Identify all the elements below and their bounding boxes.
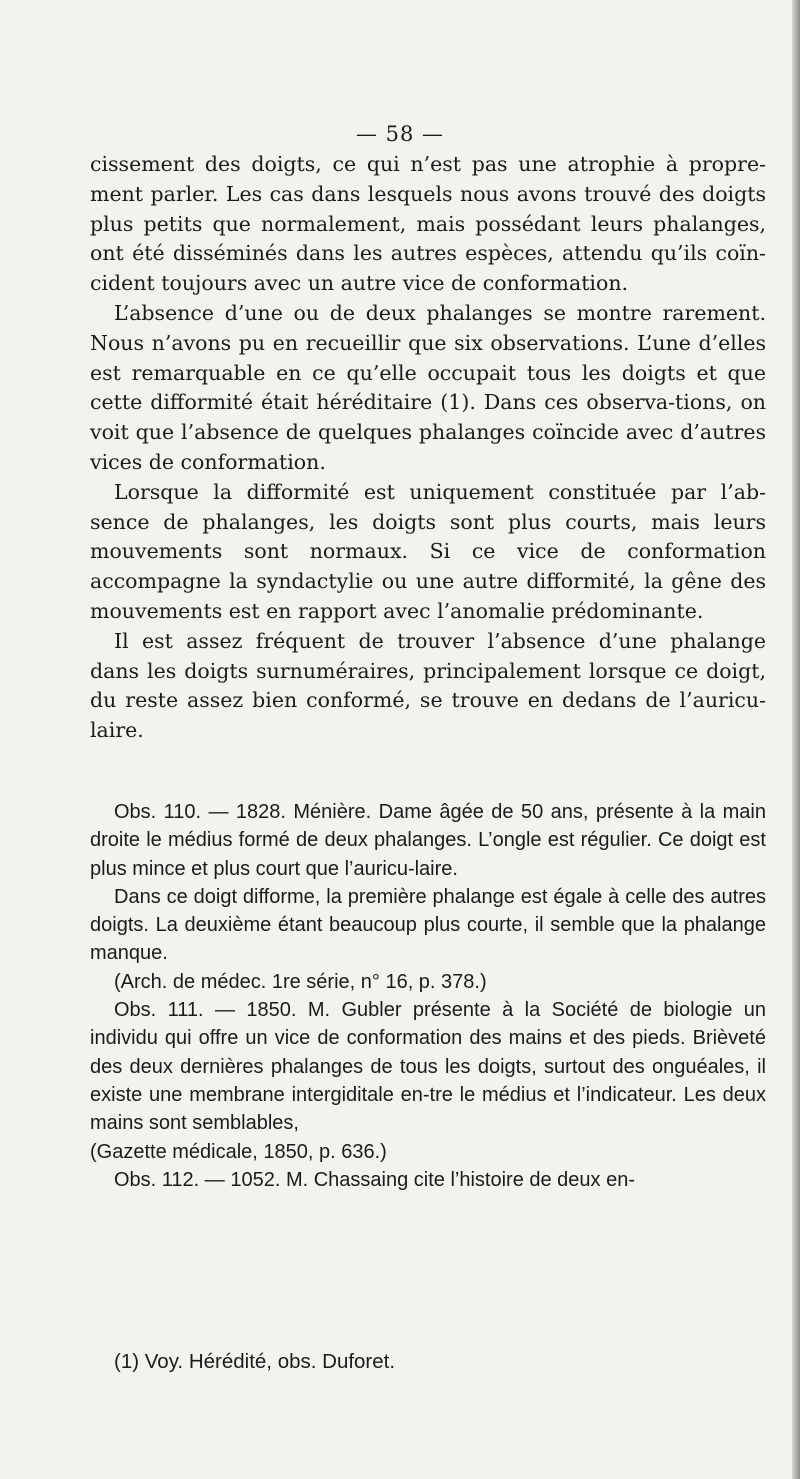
paragraph-2: L’absence d’une ou de deux phalanges se montre rarement. Nous n’avons pu en recueillir que six observations. L’une d’elles est remarquable en ce qu’elle occupait tous les doigts et que cette difformité était héréditaire (1). Dans ces observa-tions, on voit que l’absence de quelques phalanges coïncide avec d’autres vices de conformation. xyxy=(90,300,766,474)
observations-text xyxy=(90,798,766,1194)
observation-111: Obs. 111. — 1850. M. Gubler présente à la Société de biologie un individu qui offre un vice de conformation des mains et des pieds. Brièveté des deux dernières phalanges de tous les doigts, surtout des onguéales, il existe une membrane intergiditale en-tre le médius et l’indicateur. Les deux mains sont semblables, xyxy=(90,999,766,1135)
observation-112: Obs. 112. — 1052. M. Chassaing cite l’histoire de deux en- xyxy=(114,1168,636,1191)
paragraph-1: cissement des doigts, ce qui n’est pas une atrophie à propre-ment parler. Les cas dans lesquels nous avons trouvé des doigts plus petits que normalement, mais possédant leurs phalanges, ont été disséminés dans les autres espèces, attendu qu’ils coïn-cident toujours avec un autre vice de conformation. xyxy=(90,152,766,296)
observation-110-source: (Arch. de médec. 1re série, n° 16, p. 378.) xyxy=(114,970,487,993)
observation-110-detail: Dans ce doigt difforme, la première phalange est égale à celle des autres doigts. La deuxième étant beaucoup plus courte, il semble que la phalange manque. xyxy=(90,885,766,965)
page-edge-shadow xyxy=(792,0,800,1479)
page-number: — 58 — xyxy=(355,122,445,146)
main-text xyxy=(90,150,766,746)
paragraph-3: Lorsque la difformité est uniquement constituée par l’ab-sence de phalanges, les doigts sont plus courts, mais leurs mouvements sont normaux. Si ce vice de conformation accompagne la syndactylie ou une autre difformité, la gêne des mouvements est en rapport avec l’anomalie prédominante. xyxy=(90,479,766,623)
observation-111-source: (Gazette médicale, 1850, p. 636.) xyxy=(90,1140,387,1163)
footnote: (1) Voy. Hérédité, obs. Duforet. xyxy=(114,1350,396,1373)
observation-110: Obs. 110. — 1828. Ménière. Dame âgée de 50 ans, présente à la main droite le médius formé de deux phalanges. L’ongle est régulier. Ce doigt est plus mince et plus court que l’auricu-laire. xyxy=(90,801,766,880)
paragraph-4: Il est assez fréquent de trouver l’absence d’une phalange dans les doigts surnuméraires, principalement lorsque ce doigt, du reste assez bien conformé, se trouve en dedans de l’auricu-laire. xyxy=(90,628,766,743)
